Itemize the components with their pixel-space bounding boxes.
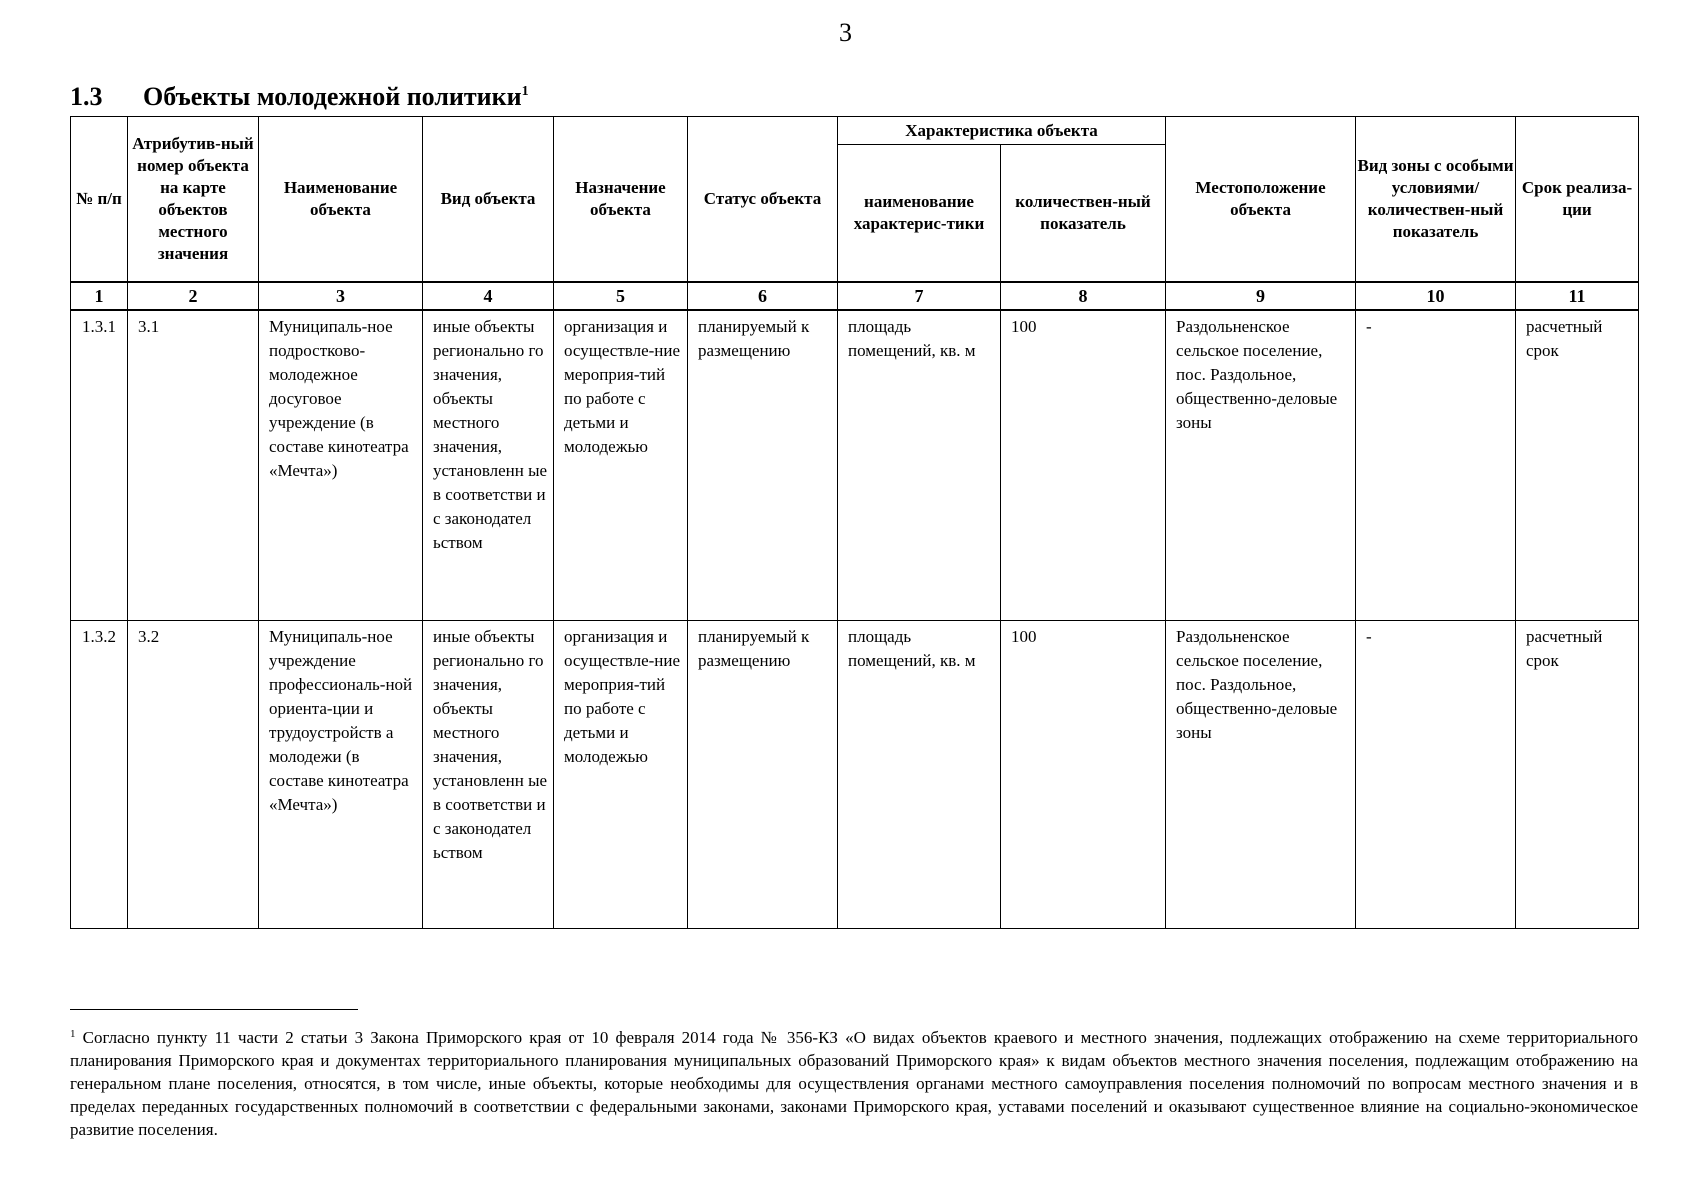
header-object-kind: Вид объекта [423,117,554,283]
cell-zone: - [1356,621,1516,929]
cell-term: расчетный срок [1516,310,1639,621]
cell-object-status: планируемый к размещению [688,621,838,929]
column-number: 3 [259,282,423,310]
section-title-text: Объекты молодежной политики [143,82,522,111]
footnote-text: Согласно пункту 11 части 2 статьи 3 Закона Приморского края от 10 февраля 2014 года № 356-КЗ «О видах объектов краевого и местного значения, подлежащих отображению на схеме территориального планирования Приморского края и документах территориального планирования муниципальных образований Приморского края» к видам объектов местного значения поселения, подлежащим отображению на генеральном плане поселения, относятся, в том числе, иные объекты, которые необходимы для осуществления органами местного самоуправления поселения полномочий по вопросам местного значения и в пределах переданных государственных полномочий в соответствии с федеральными законами, законами Приморского края, уставами поселений и оказывают существенное влияние на социально-экономическое развитие поселения. [70,1028,1638,1139]
table-row [71,310,1639,621]
cell-characteristic-value: 100 [1001,310,1166,621]
column-number: 1 [71,282,128,310]
cell-characteristic-value: 100 [1001,621,1166,929]
header-characteristic-value: количествен-ный показатель [1001,145,1166,283]
cell-term: расчетный срок [1516,621,1639,929]
cell-number: 1.3.2 [71,621,128,929]
cell-object-kind: иные объекты регионально го значения, объекты местного значения, установленн ые в соответстви и с законодател ьством [423,310,554,621]
header-object-status: Статус объекта [688,117,838,283]
section-number: 1.3 [70,82,103,111]
header-characteristic-name: наименование характерис-тики [838,145,1001,283]
column-number: 7 [838,282,1001,310]
cell-object-name: Муниципаль-ное учреждение профессиональ-ной ориента-ции и трудоустройств а молодежи (в составе кинотеатра «Мечта») [259,621,423,929]
cell-characteristic-name: площадь помещений, кв. м [838,310,1001,621]
column-number: 8 [1001,282,1166,310]
header-number: № п/п [71,117,128,283]
footnote [70,1023,1638,1141]
cell-object-location: Раздольненское сельское поселение, пос. Раздольное, общественно-деловые зоны [1166,310,1356,621]
column-number: 10 [1356,282,1516,310]
cell-object-status: планируемый к размещению [688,310,838,621]
header-object-purpose: Назначение объекта [554,117,688,283]
section-title [70,82,529,112]
cell-number: 1.3.1 [71,310,128,621]
column-number: 5 [554,282,688,310]
cell-characteristic-name: площадь помещений, кв. м [838,621,1001,929]
header-term: Срок реализа-ции [1516,117,1639,283]
column-number: 11 [1516,282,1639,310]
column-number: 4 [423,282,554,310]
header-zone: Вид зоны с особыми условиями/ количествен-ный показатель [1356,117,1516,283]
header-object-name: Наименование объекта [259,117,423,283]
column-number: 9 [1166,282,1356,310]
cell-object-name: Муниципаль-ное подростково-молодежное досуговое учреждение (в составе кинотеатра «Мечта») [259,310,423,621]
column-numbers-row [71,282,1639,310]
cell-object-kind: иные объекты регионально го значения, объекты местного значения, установленн ые в соответстви и с законодател ьством [423,621,554,929]
cell-attribute-number: 3.2 [128,621,259,929]
cell-object-purpose: организация и осуществле-ние мероприя-тий по работе с детьми и молодежью [554,310,688,621]
cell-zone: - [1356,310,1516,621]
column-number: 6 [688,282,838,310]
cell-attribute-number: 3.1 [128,310,259,621]
cell-object-purpose: организация и осуществле-ние мероприя-тий по работе с детьми и молодежью [554,621,688,929]
header-object-characteristics: Характеристика объекта [838,117,1166,145]
footnote-divider [70,1009,358,1010]
page-number: 3 [839,18,852,47]
cell-object-location: Раздольненское сельское поселение, пос. Раздольное, общественно-деловые зоны [1166,621,1356,929]
footnote-mark: 1 [70,1028,76,1040]
header-attribute-number: Атрибутив-ный номер объекта на карте объектов местного значения [128,117,259,283]
table-row [71,621,1639,929]
column-number: 2 [128,282,259,310]
header-object-location: Местоположение объекта [1166,117,1356,283]
objects-table [70,116,1639,929]
footnote-reference[interactable]: 1 [521,84,529,99]
